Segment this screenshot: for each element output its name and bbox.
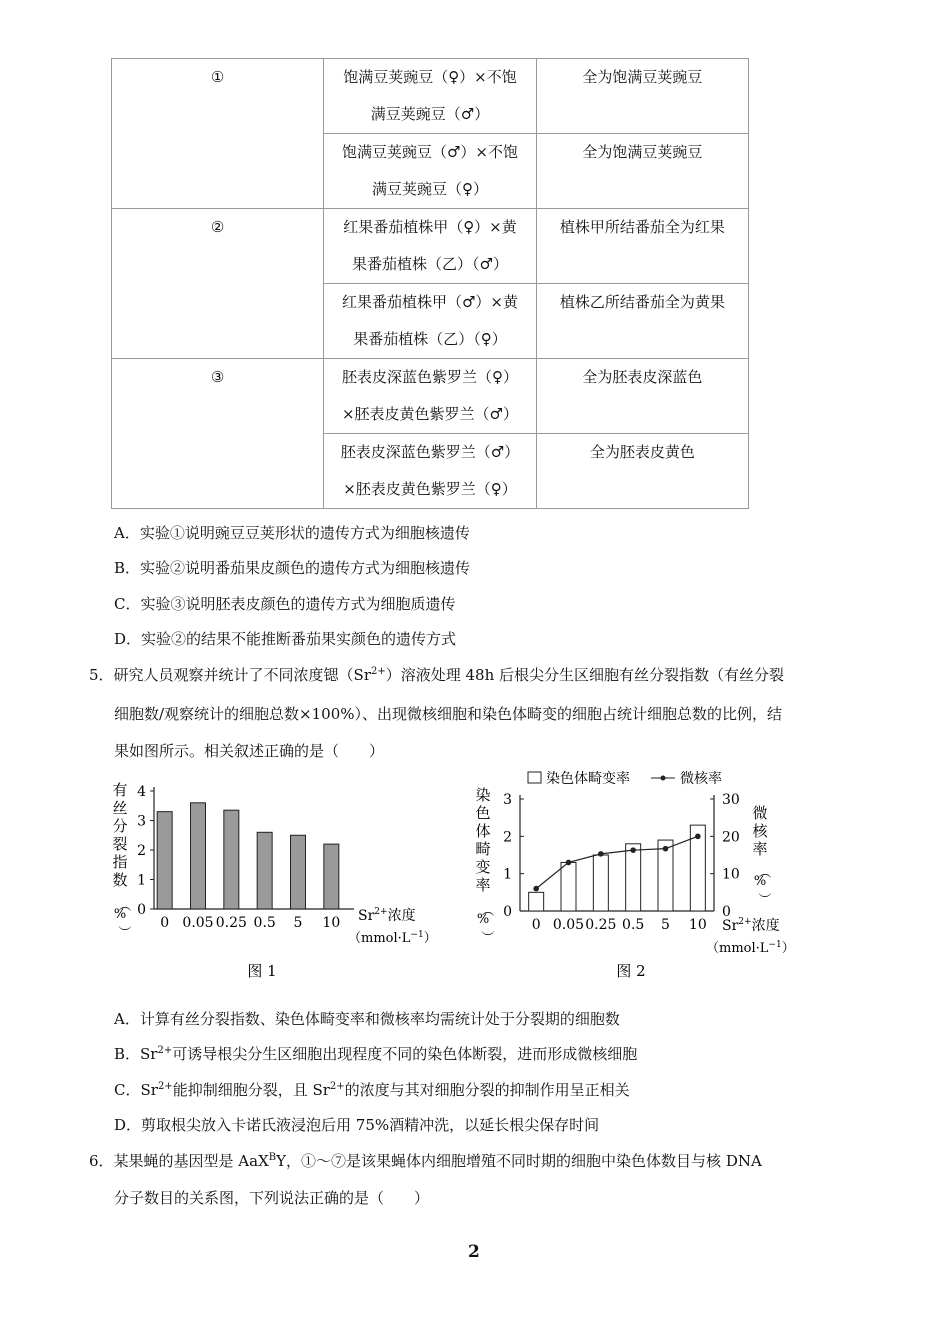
result-cell: 全为饱满豆荚豌豆 [536,134,748,209]
result-cell: 全为胚表皮深蓝色 [536,359,748,434]
fig2-line-point [663,846,669,852]
cross-line: 果番茄植株（乙）（♀） [353,330,507,348]
figure-1 [112,781,436,980]
fig2-ytick-left-label: 1 [503,866,512,883]
fig1-xtick-label: 0.25 [215,915,247,931]
fig1-ylabel-6: 数 [112,871,128,889]
fig1-xtick-label: 10 [322,915,341,931]
fig1-xtick-label: 5 [293,915,303,931]
page-number: 2 [468,1242,480,1262]
cross-line: 饱满豆荚豌豆（♀）×不饱 [343,68,517,86]
cross-cell [324,134,536,209]
result-cell: 植株乙所结番茄全为黄果 [536,284,748,359]
fig2-ylabel-pct: % [476,912,490,927]
q6-stem-line2: 分子数目的关系图，下列说法正确的是（ ） [114,1189,430,1207]
fig2-line-point [630,847,636,853]
fig1-xtick-label: 0.5 [253,915,276,931]
cross-line: 满豆荚豌豆（♂） [370,105,490,123]
fig1-ylabel-3: 分 [112,817,128,835]
fig1-bar [324,844,339,909]
result-cell: 植株甲所结番茄全为红果 [536,209,748,284]
group-cell: ① [112,59,324,209]
fig2-ytick-left-label: 3 [503,792,512,808]
table-row [112,359,749,434]
fig1-ylabel-1: 有 [112,781,128,799]
group-cell: ③ [112,359,324,509]
fig2-ylabel-1: 染 [475,786,491,804]
fig2-ylabel-4: 畸 [475,840,491,858]
fig2-bar [529,892,544,911]
fig2-y2label-pct: % [753,874,767,889]
fig2-xtick-label: 10 [688,917,707,933]
fig2-xunit: $(mmol\cdot L^{-1})$ [706,940,795,956]
fig1-ytick-label: 2 [137,843,146,859]
fig2-y2label-paren2: ） [756,892,771,906]
fig1-ytick-label: 1 [137,872,146,889]
legend-line-label: 微核率 [680,771,722,787]
cross-line: 胚表皮深蓝色紫罗兰（♀） [342,368,518,386]
fig2-ylabel-paren2: ） [479,930,494,944]
cross-cell [324,284,536,359]
fig2-line-point [695,834,701,840]
cross-cell [324,359,536,434]
fig2-ylabel-2: 色 [475,804,491,822]
fig1-bar [291,835,306,909]
fig1-ylabel-4: 裂 [112,835,128,853]
legend-bar-label: 染色体畸变率 [546,771,630,787]
fig1-ylabel-5: 指 [112,853,128,871]
cross-line: ×胚表皮黄色紫罗兰（♂） [341,405,518,423]
figure-2 [475,770,794,980]
cross-cell [324,209,536,284]
fig2-xtick-label: 0.5 [622,917,645,933]
fig2-y2label-1: 微 [752,804,768,822]
table-row [112,59,749,134]
result-cell: 全为饱满豆荚豌豆 [536,59,748,134]
q5-stem-line2: 细胞数/观察统计的细胞总数×100%）、出现微核细胞和染色体畸变的细胞占统计细胞总数的比例，结 [114,705,783,723]
fig2-ytick-right-label: 0 [722,904,731,920]
experiment-table [111,58,749,509]
fig2-xlabel: $Sr^{2+}$浓度 [722,917,780,934]
fig2-ytick-right-label: 20 [722,829,740,846]
fig1-ylabel-2: 丝 [112,799,128,817]
cross-line: 满豆荚豌豆（♀） [372,180,488,198]
fig2-line-point [598,851,604,857]
fig2-ylabel-3: 体 [475,822,491,840]
fig1-ytick-label: 4 [137,784,146,800]
fig1-ylabel-paren1: （ [116,898,131,912]
cross-line: 果番茄植株（乙）（♂） [352,255,508,273]
fig1-ylabel-paren2: ） [116,925,131,939]
q5-option-c: C．$Sr^{2+}$能抑制细胞分裂，且 $Sr^{2+}$的浓度与其对细胞分裂的抑制作用呈正相关 [114,1081,630,1099]
fig2-line-point [566,860,572,866]
legend-bar-swatch [528,772,541,783]
legend-line-dot [661,776,666,781]
fig1-xtick-label: 0.05 [182,915,214,931]
cross-line: 红果番茄植株甲（♀）×黄 [343,218,517,236]
fig2-xtick-label: 5 [661,917,670,933]
q4-option-d: D．实验②的结果不能推断番茄果实颜色的遗传方式 [114,630,457,648]
q5-option-b: B．$Sr^{2+}$可诱导根尖分生区细胞出现程度不同的染色体断裂，进而形成微核细胞 [114,1045,638,1063]
q4-option-a: A．实验①说明豌豆豆荚形状的遗传方式为细胞核遗传 [114,524,470,542]
fig1-bar [224,810,239,909]
fig1-ytick-label: 3 [137,813,146,830]
cross-line: 红果番茄植株甲（♂）×黄 [341,293,518,311]
cross-cell [324,434,536,509]
fig1-bar [257,832,272,909]
figures-svg [0,760,950,990]
q5-option-a: A．计算有丝分裂指数、染色体畸变率和微核率均需统计处于分裂期的细胞数 [114,1010,620,1028]
result-cell: 全为胚表皮黄色 [536,434,748,509]
fig2-bar [593,855,608,911]
fig2-bar [626,844,641,911]
fig2-line-series [536,836,698,888]
cross-cell [324,59,536,134]
fig2-y2label-2: 核 [752,822,768,840]
fig2-ylabel-6: 率 [475,876,491,894]
fig2-xtick-label: 0.05 [552,917,585,933]
fig1-xlabel: $Sr^{2+}$浓度 [358,907,416,924]
fig2-y2label-3: 率 [752,840,768,858]
fig2-line-point [533,886,539,892]
fig2-ylabel-5: 变 [475,858,491,876]
fig2-ytick-left-label: 0 [503,904,512,920]
fig2-bar [561,862,576,911]
cross-line: 饱满豆荚豌豆（♂）×不饱 [341,143,518,161]
fig2-xtick-label: 0.25 [585,917,617,933]
fig2-ytick-left-label: 2 [503,829,512,846]
fig1-bar [191,803,206,909]
fig2-xtick-label: 0 [531,917,541,933]
table-row [112,209,749,284]
cross-line: 胚表皮深蓝色紫罗兰（♂） [340,443,520,461]
fig1-ylabel-pct: % [113,907,127,922]
q5-stem-line1: 5．研究人员观察并统计了不同浓度锶$(Sr^{2+})$溶液处理 48h 后根尖分生区细胞有丝分裂指数（有丝分裂 [89,666,785,684]
fig1-ytick-label: 0 [137,902,146,918]
fig1-bar [157,812,172,909]
fig2-y2label-paren1: （ [756,865,771,879]
fig1-caption: 图 1 [247,962,277,980]
q5-stem-line3: 果如图所示。相关叙述正确的是（ ） [114,742,385,760]
fig1-xunit: $(mmol\cdot L^{-1})$ [348,930,437,946]
q6-stem-line1: 6．某果蝇的基因型是 AaX$^B$Y，①～⑦是该果蝇体内细胞增殖不同时期的细胞中染色体数目与核 DNA [89,1152,762,1170]
fig2-caption: 图 2 [616,962,646,980]
fig2-ytick-right-label: 30 [722,792,740,808]
q4-option-b: B．实验②说明番茄果皮颜色的遗传方式为细胞核遗传 [114,559,471,577]
fig2-ytick-right-label: 10 [722,866,740,883]
fig1-xtick-label: 0 [160,915,170,931]
q4-option-c: C．实验③说明胚表皮颜色的遗传方式为细胞质遗传 [114,595,456,613]
group-cell: ② [112,209,324,359]
fig2-ylabel-paren1: （ [479,903,494,917]
cross-line: ×胚表皮黄色紫罗兰（♀） [343,480,517,498]
q5-option-d: D．剪取根尖放入卡诺氏液浸泡后用 75%酒精冲洗，以延长根尖保存时间 [114,1116,600,1134]
